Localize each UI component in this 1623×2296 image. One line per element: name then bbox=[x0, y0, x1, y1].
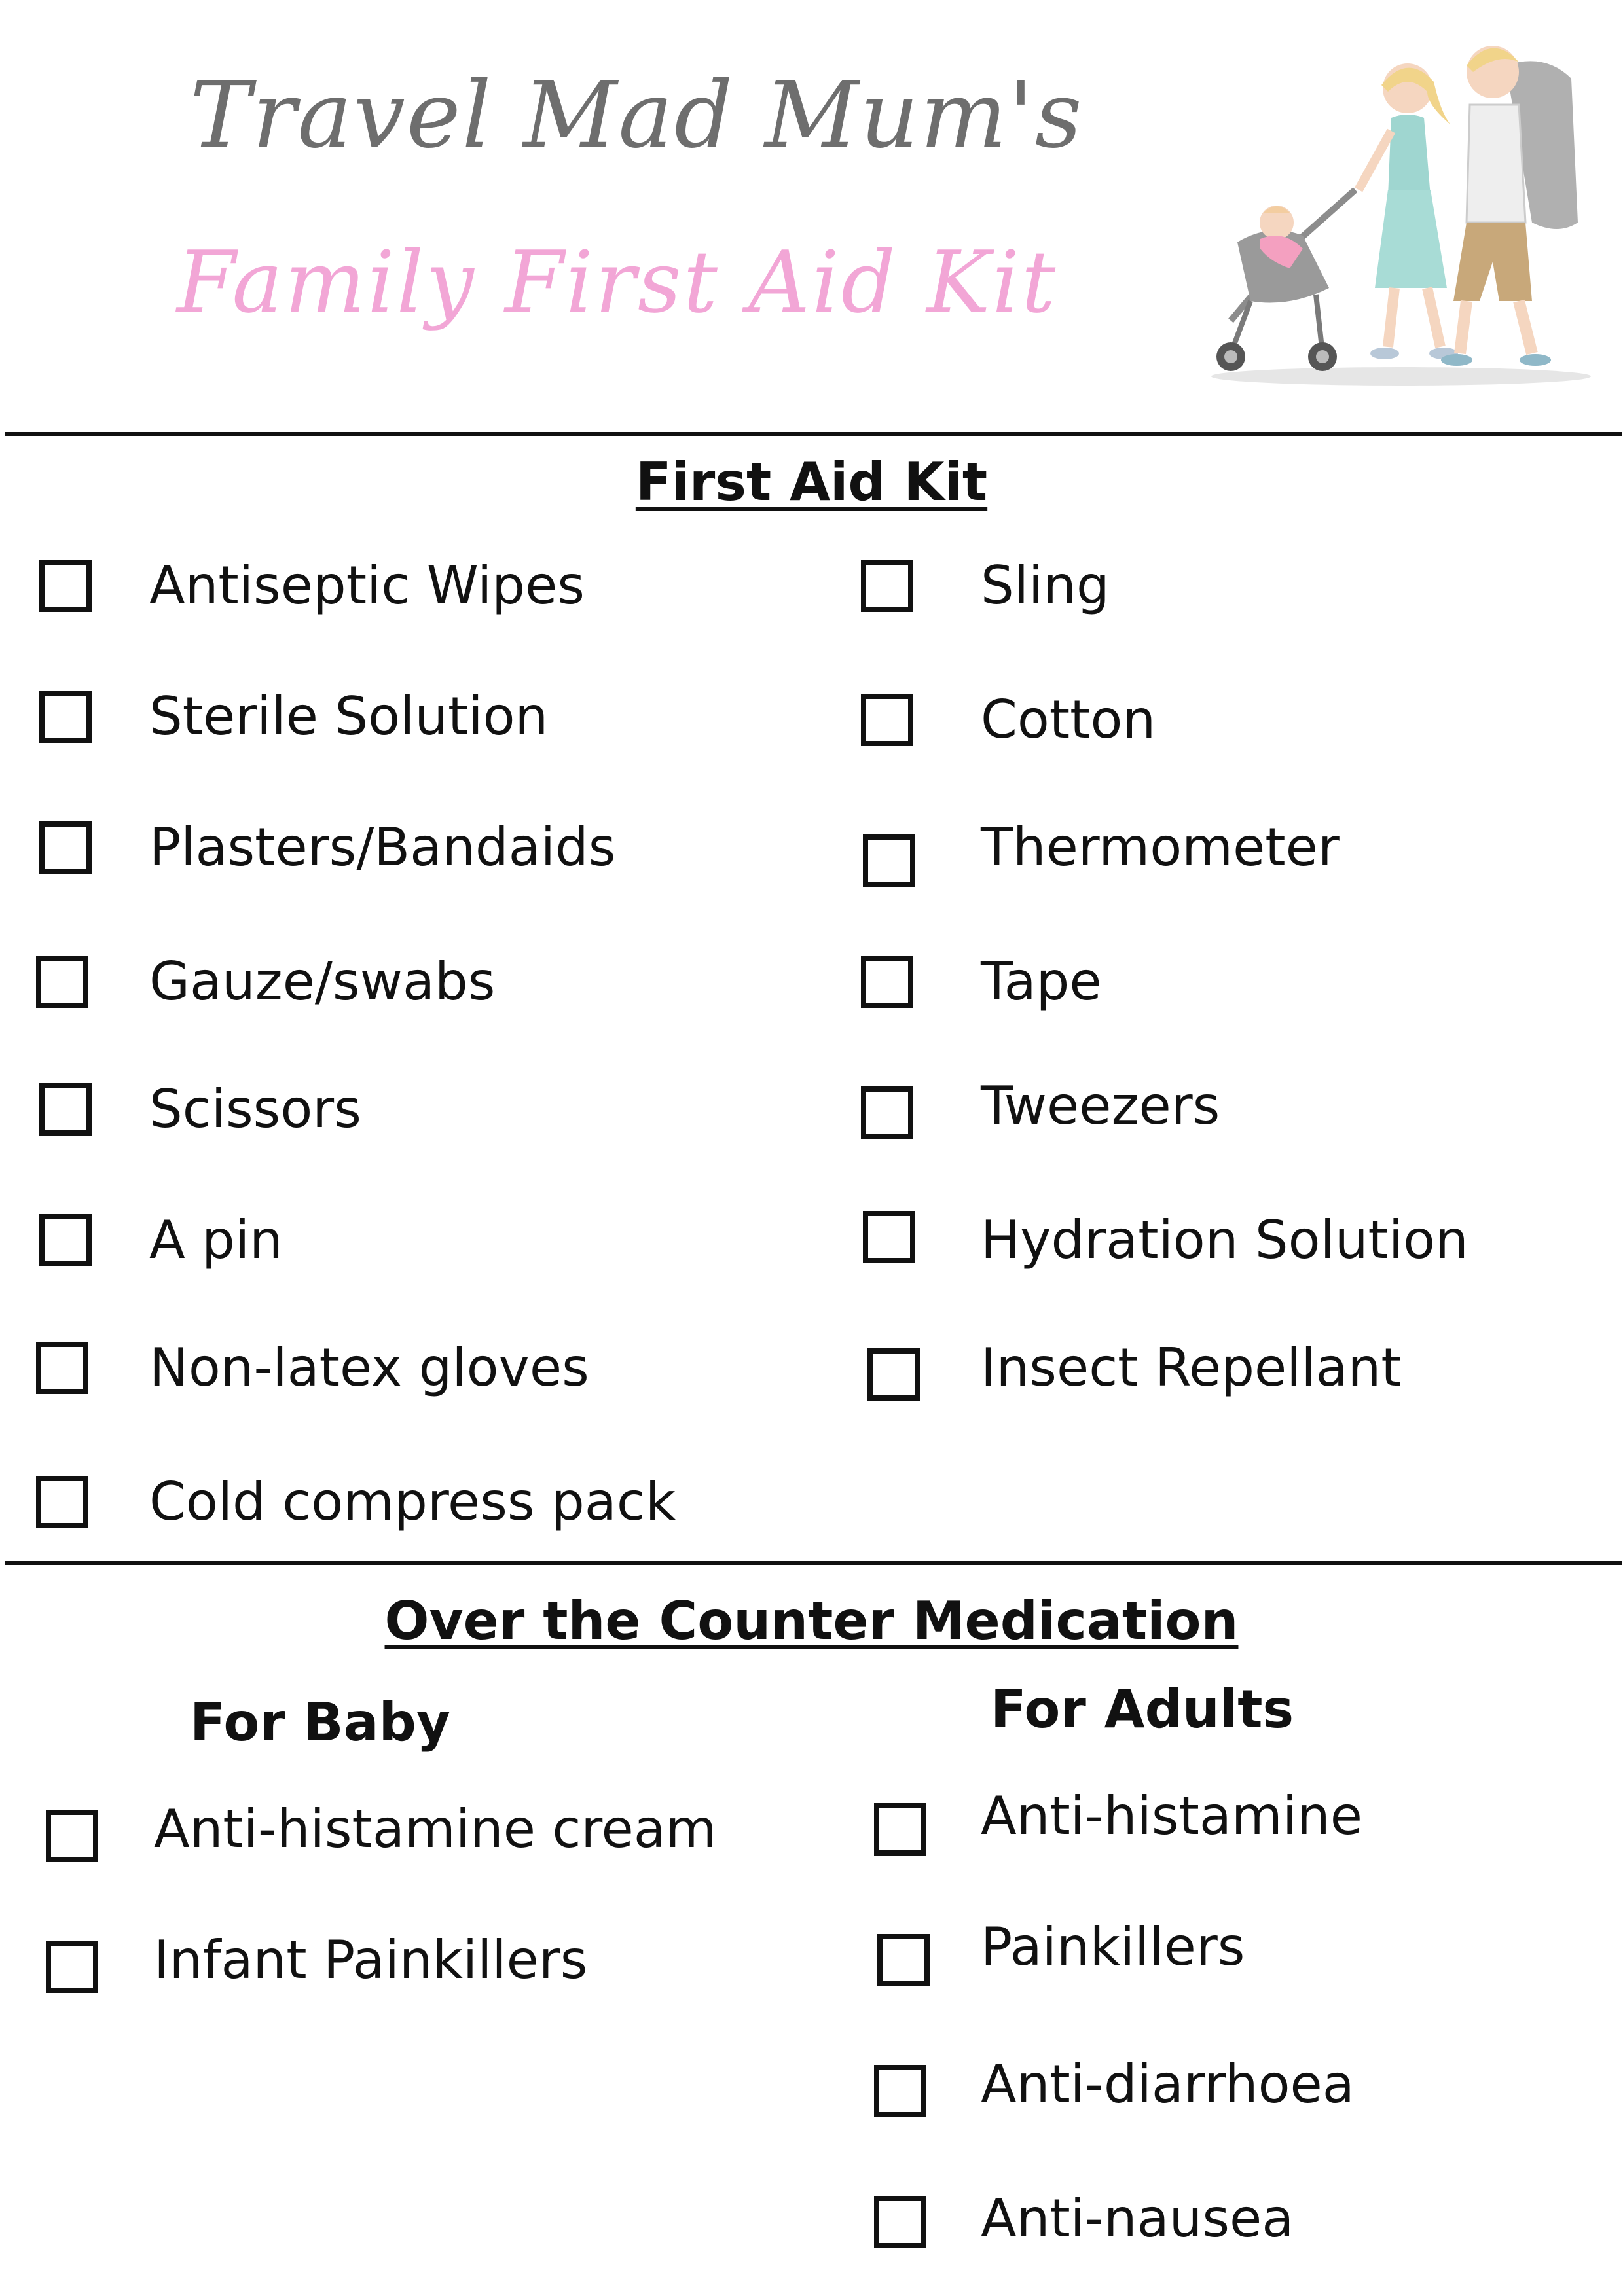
checklist-item bbox=[39, 1208, 283, 1273]
checkbox[interactable] bbox=[863, 1211, 915, 1263]
checkbox[interactable] bbox=[39, 560, 92, 612]
checklist-item-label: Cold compress pack bbox=[149, 1471, 676, 1532]
checklist-item bbox=[861, 687, 1156, 753]
checkbox[interactable] bbox=[36, 1476, 88, 1528]
checkbox[interactable] bbox=[861, 1086, 913, 1139]
checklist-item bbox=[863, 817, 1340, 893]
header-title: Travel Mad Mum's bbox=[190, 62, 1084, 169]
checklist-item-label: Tweezers bbox=[981, 1075, 1220, 1136]
checkbox[interactable] bbox=[874, 2065, 926, 2117]
checklist-item bbox=[36, 1335, 589, 1401]
checklist-item bbox=[39, 553, 585, 619]
checkbox[interactable] bbox=[39, 1214, 92, 1266]
checklist-item-label: Cotton bbox=[981, 689, 1156, 750]
checklist-item-label: Antiseptic Wipes bbox=[149, 555, 585, 616]
checklist-item bbox=[874, 2189, 1294, 2255]
checkbox[interactable] bbox=[877, 1934, 930, 1986]
header-subtitle: Family First Aid Kit bbox=[177, 232, 1058, 332]
checkbox[interactable] bbox=[874, 1803, 926, 1856]
checkbox[interactable] bbox=[39, 1083, 92, 1136]
checkbox[interactable] bbox=[36, 1342, 88, 1394]
checklist-item-label: Gauze/swabs bbox=[149, 951, 496, 1012]
checklist-item bbox=[46, 1929, 588, 2000]
checkbox[interactable] bbox=[863, 834, 915, 887]
checklist-item bbox=[867, 1337, 1402, 1407]
checklist-item-label: Painkillers bbox=[981, 1916, 1245, 1977]
checkbox[interactable] bbox=[861, 560, 913, 612]
checklist-item bbox=[36, 949, 495, 1014]
checklist-item bbox=[874, 1785, 1362, 1862]
mum-figure-icon bbox=[1359, 63, 1458, 359]
checklist-item bbox=[861, 949, 1102, 1014]
for-adults-heading: For Adults bbox=[991, 1679, 1294, 1740]
checkbox[interactable] bbox=[861, 694, 913, 746]
checklist-item bbox=[39, 815, 615, 880]
otc-medication-heading: Over the Counter Medication bbox=[384, 1590, 1239, 1651]
dad-figure-icon bbox=[1441, 46, 1578, 366]
checklist-item-label: Anti-histamine cream bbox=[154, 1799, 717, 1859]
checklist-item-label: Tape bbox=[981, 951, 1102, 1012]
header-divider bbox=[5, 432, 1622, 436]
checklist-item-label: Sterile Solution bbox=[149, 686, 549, 747]
checkbox[interactable] bbox=[39, 821, 92, 874]
checklist-item-label: Non-latex gloves bbox=[149, 1337, 589, 1398]
checklist-item bbox=[861, 553, 1110, 619]
checklist-item-label: Infant Painkillers bbox=[154, 1929, 588, 1990]
checkbox[interactable] bbox=[46, 1941, 98, 1993]
checkbox[interactable] bbox=[861, 956, 913, 1008]
checklist-item bbox=[39, 684, 548, 749]
checklist-item-label: Insect Repellant bbox=[981, 1337, 1402, 1398]
first-aid-kit-heading: First Aid Kit bbox=[635, 452, 988, 512]
checklist-item bbox=[863, 1204, 1468, 1270]
checkbox[interactable] bbox=[874, 2196, 926, 2248]
checklist-item-label: Anti-diarrhoea bbox=[981, 2054, 1355, 2115]
checklist-item bbox=[877, 1916, 1245, 1993]
checklist-item-label: Thermometer bbox=[981, 817, 1340, 878]
checklist-item-label: Plasters/Bandaids bbox=[149, 817, 616, 878]
checklist-item-label: Anti-histamine bbox=[981, 1785, 1362, 1846]
checklist-item bbox=[874, 2054, 1355, 2124]
checklist-item bbox=[861, 1075, 1220, 1145]
checklist-item-label: A pin bbox=[149, 1210, 283, 1270]
checkbox[interactable] bbox=[867, 1348, 920, 1401]
checklist-item bbox=[46, 1799, 717, 1869]
section-divider bbox=[5, 1561, 1622, 1565]
stroller-icon bbox=[1216, 190, 1355, 371]
family-with-stroller-illustration bbox=[1192, 26, 1597, 393]
checklist-item-label: Sling bbox=[981, 555, 1110, 616]
checklist-item bbox=[36, 1469, 676, 1535]
checklist-item bbox=[39, 1077, 361, 1142]
checklist-item-label: Scissors bbox=[149, 1079, 361, 1139]
checkbox[interactable] bbox=[36, 956, 88, 1008]
for-baby-heading: For Baby bbox=[190, 1692, 451, 1753]
checklist-item-label: Hydration Solution bbox=[981, 1210, 1468, 1270]
checkbox[interactable] bbox=[46, 1810, 98, 1862]
checklist-item-label: Anti-nausea bbox=[981, 2188, 1294, 2249]
checkbox[interactable] bbox=[39, 691, 92, 743]
